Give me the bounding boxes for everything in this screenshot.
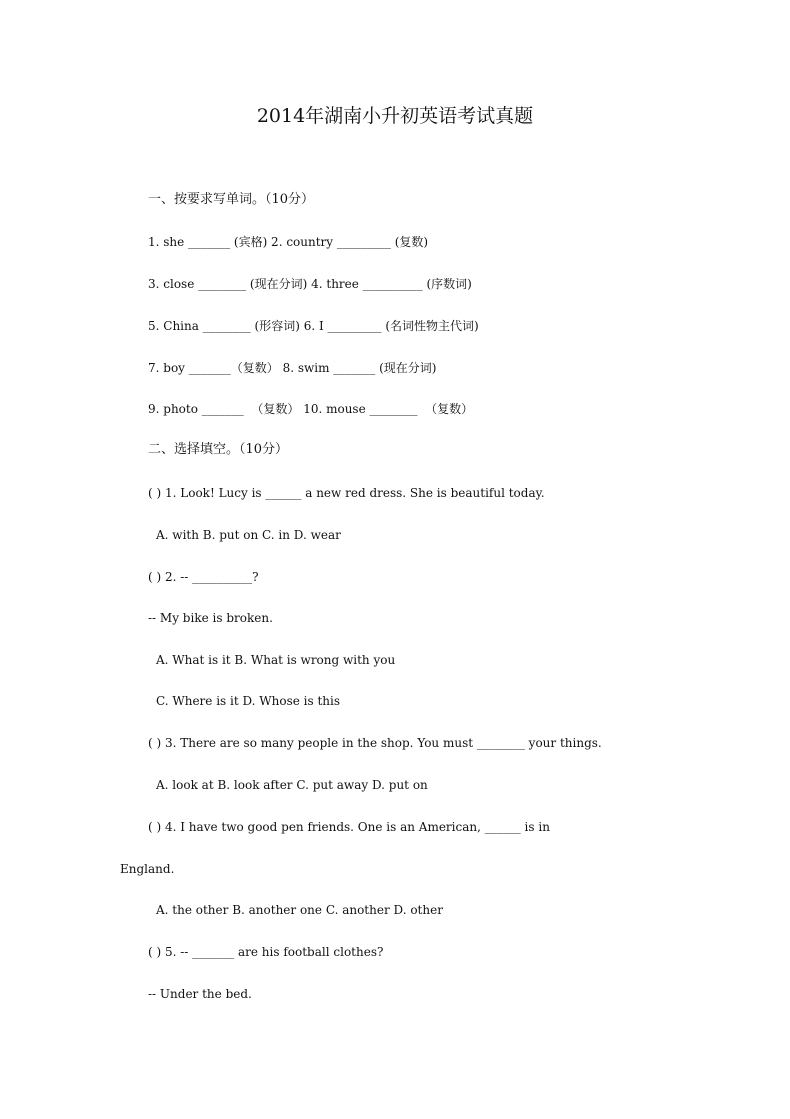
question-5-context: -- Under the bed. bbox=[148, 987, 252, 1001]
question-3: ( ) 3. There are so many people in the shop. You must ________ your things. bbox=[148, 736, 602, 750]
section-1-line-1: 1. she _______ (宾格) 2. country _________ (复数) bbox=[148, 235, 429, 249]
section-1-line-4: 7. boy _______（复数） 8. swim _______ (现在分词) bbox=[148, 361, 437, 375]
question-5: ( ) 5. -- _______ are his football clothes? bbox=[148, 945, 384, 959]
question-3-options: A. look at B. look after C. put away D. put on bbox=[156, 778, 428, 792]
question-1-options: A. with B. put on C. in D. wear bbox=[156, 528, 341, 542]
section-1-heading: 一、按要求写单词。（10分） bbox=[148, 192, 315, 207]
section-2-heading: 二、选择填空。（10分） bbox=[148, 442, 289, 457]
section-1-line-5: 9. photo _______ （复数） 10. mouse ________ （复数） bbox=[148, 402, 474, 416]
question-2-context: -- My bike is broken. bbox=[148, 611, 273, 625]
question-2: ( ) 2. -- __________? bbox=[148, 570, 259, 584]
page-title: 2014年湖南小升初英语考试真题 bbox=[256, 105, 534, 127]
question-4-continuation: England. bbox=[120, 862, 175, 876]
section-1-line-2: 3. close ________ (现在分词) 4. three __________ (序数词) bbox=[148, 277, 472, 291]
question-4: ( ) 4. I have two good pen friends. One is an American, ______ is in bbox=[148, 820, 550, 834]
question-4-options: A. the other B. another one C. another D. other bbox=[156, 903, 443, 917]
section-1-line-3: 5. China ________ (形容词) 6. I _________ (名词性物主代词) bbox=[148, 319, 479, 333]
question-2-options-c-d: C. Where is it D. Whose is this bbox=[156, 694, 341, 708]
question-2-options-a-b: A. What is it B. What is wrong with you bbox=[156, 653, 396, 667]
question-1: ( ) 1. Look! Lucy is ______ a new red dress. She is beautiful today. bbox=[148, 486, 545, 500]
